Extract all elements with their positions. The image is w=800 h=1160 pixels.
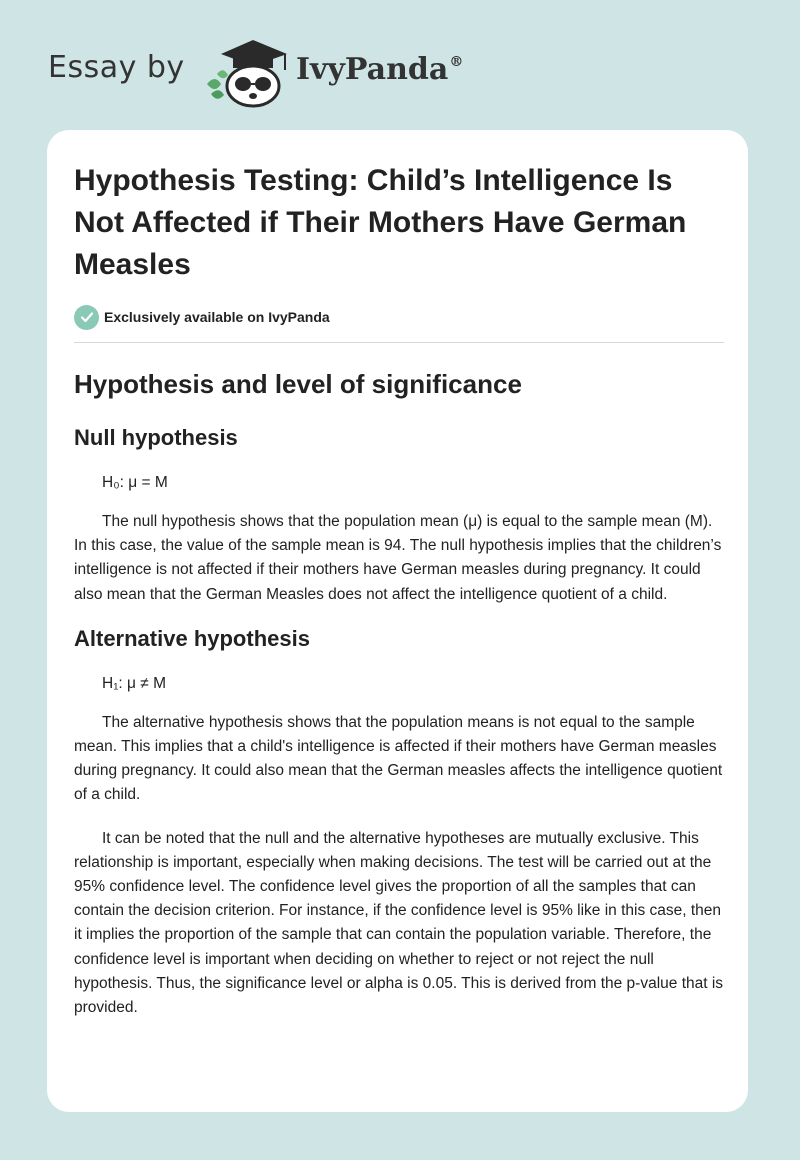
null-hypothesis-heading: Null hypothesis bbox=[74, 425, 238, 450]
alternative-hypothesis-equation: H₁: μ ≠ M bbox=[102, 674, 166, 692]
article-body bbox=[74, 160, 724, 1020]
alternative-hypothesis-paragraph: The alternative hypothesis shows that the population means is not equal to the sample mean. This implies that a child's intelligence is affected if their mothers have German measles during pregnancy. It could also mean that the German measles affects the intelligence quotient of a child. bbox=[74, 713, 723, 804]
article-card bbox=[47, 130, 748, 1112]
exclusive-label: Exclusively available on IvyPanda bbox=[104, 309, 330, 325]
site-header bbox=[48, 36, 508, 108]
null-hypothesis-paragraph: The null hypothesis shows that the population mean (μ) is equal to the sample mean (M). In this case, the value of the sample mean is 94. The null hypothesis implies that the children’s intelligence is not affected if their mothers have German measles during pregnancy. It could also mean that the German Measles does not affect the intelligence quotient of a child. bbox=[74, 513, 722, 603]
alternative-hypothesis-heading: Alternative hypothesis bbox=[74, 625, 310, 651]
brand-label: IvyPanda bbox=[296, 52, 449, 87]
panda-graduate-icon[interactable] bbox=[203, 36, 289, 108]
divider bbox=[74, 342, 724, 343]
exclusive-badge bbox=[74, 303, 724, 331]
null-hypothesis-equation: H₀: μ = M bbox=[102, 474, 168, 491]
article-title: Hypothesis Testing: Child’s Intelligence Is Not Affected if Their Mothers Have German Measles bbox=[74, 164, 687, 281]
significance-paragraph: It can be noted that the null and the alternative hypotheses are mutually exclusive. This relationship is important, especially when making decisions. The test will be carried out at the 95% confidence level. The confidence level gives the proportion of all the samples that can contain the decision criterion. For instance, if the confidence level is 95% like in this case, then it implies the proportion of the sample that can contain the population variable. Therefore, the confidence level is important when deciding on whether to reject or not reject the null hypothesis. Thus, the significance level or alpha is 0.05. This is derived from the p-value that is provided. bbox=[74, 829, 724, 1017]
check-circle-icon bbox=[74, 305, 99, 330]
section-heading: Hypothesis and level of significance bbox=[74, 369, 522, 399]
registered-mark: ® bbox=[449, 54, 464, 70]
essay-by-label: Essay by bbox=[48, 50, 185, 85]
brand-name[interactable] bbox=[296, 52, 463, 87]
